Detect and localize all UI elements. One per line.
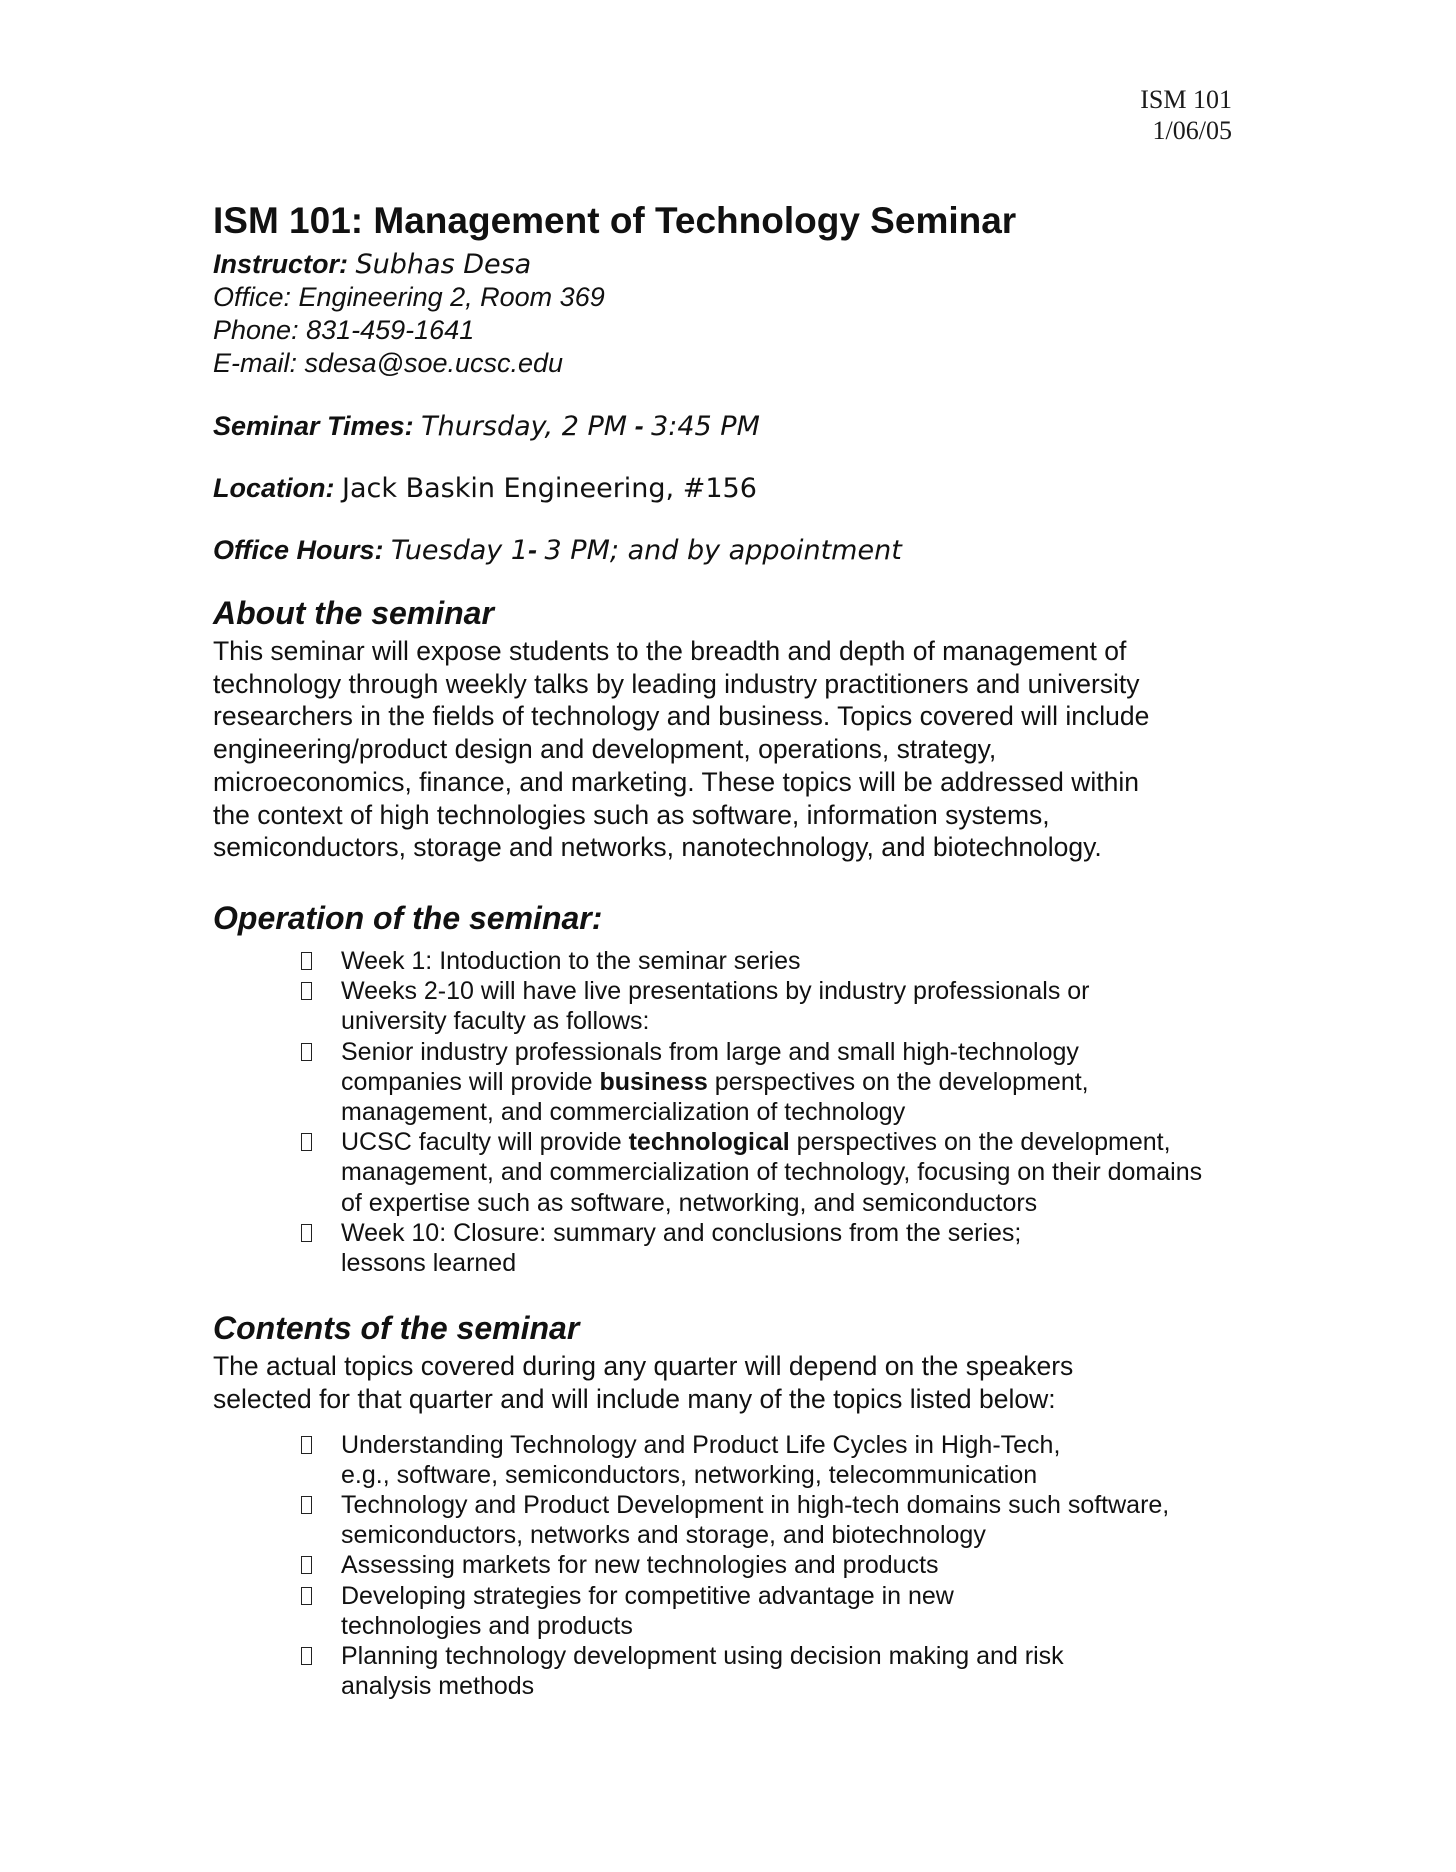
about-line: researchers in the fields of technology and business. Topics covered will include xyxy=(213,701,1150,732)
seminar-times-label: Seminar Times: xyxy=(213,411,414,441)
contents-line: selected for that quarter and will include many of the topics listed below: xyxy=(213,1383,1056,1414)
square-bullet-icon xyxy=(301,1556,312,1574)
instructor-line xyxy=(213,248,1233,281)
office-hours-label: Office Hours: xyxy=(213,535,384,565)
page-title: ISM 101: Management of Technology Seminar xyxy=(213,200,1017,241)
about-line: engineering/product design and development, operations, strategy, xyxy=(213,734,997,765)
seminar-times-start: Thursday, 2 PM xyxy=(421,411,628,442)
seminar-times xyxy=(213,410,1233,443)
contents-heading: Contents of the seminar xyxy=(213,1310,580,1347)
header-course: ISM 101 xyxy=(1140,85,1232,114)
document-body xyxy=(213,198,1233,1701)
seminar-times-end: 3:45 PM xyxy=(651,411,760,442)
list-item-text: Senior industry professionals from large and small high-technology companies will provide xyxy=(341,1037,1079,1096)
about-line: microeconomics, finance, and marketing. These topics will be addressed within xyxy=(213,766,1139,797)
about-line: This seminar will expose students to the breadth and depth of management of xyxy=(213,636,1127,666)
about-line: semiconductors, storage and networks, nanotechnology, and biotechnology. xyxy=(213,832,1102,863)
list-item-text: Developing strategies for competitive advantage in new technologies and products xyxy=(341,1581,954,1640)
contents-paragraph xyxy=(213,1350,1233,1415)
list-item-text: Planning technology development using decision making and risk analysis methods xyxy=(341,1641,1064,1701)
about-paragraph xyxy=(213,635,1233,864)
office-hours-rest: 3 PM; and by appointment xyxy=(544,535,902,566)
square-bullet-icon xyxy=(301,1496,312,1514)
list-item-text: Technology and Product Development in high-tech domains such software, semiconductors, networks and storage, and biotechnology xyxy=(341,1490,1170,1550)
location-value: Jack Baskin Engineering, #156 xyxy=(342,473,757,504)
seminar-times-dash: - xyxy=(627,411,652,441)
list-item-text: Understanding Technology and Product Life Cycles in High-Tech, e.g., software, semiconductors, networking, telecommunication xyxy=(341,1430,1061,1489)
list-item xyxy=(213,1641,1101,1701)
about-heading: About the seminar xyxy=(213,595,494,631)
square-bullet-icon xyxy=(301,1436,312,1454)
square-bullet-icon xyxy=(301,1133,312,1151)
list-item xyxy=(213,1550,1101,1580)
about-line: the context of high technologies such as software, information systems, xyxy=(213,799,1050,830)
office-hours-dash: - xyxy=(528,535,545,565)
list-item-emphasis: technological xyxy=(628,1128,790,1157)
list-item xyxy=(213,946,1101,976)
list-item-emphasis: business xyxy=(599,1067,708,1096)
square-bullet-icon xyxy=(301,982,312,1000)
about-line: technology through weekly talks by leading industry practitioners and university xyxy=(213,668,1140,699)
page-header xyxy=(1000,84,1232,146)
list-item xyxy=(213,1581,1101,1641)
instructor-label: Instructor: xyxy=(213,249,348,279)
list-item xyxy=(213,976,1101,1036)
list-item-text: perspectives on the development, management, and commercialization of technology, focusing on their domains of expertise such as software, networking, and semiconductors xyxy=(341,1128,1203,1217)
location xyxy=(213,472,1233,505)
list-item-text: perspectives on the development, management, and commercialization of technology xyxy=(341,1067,1089,1126)
office-hours-start: Tuesday 1 xyxy=(391,535,529,566)
list-item-text: Assessing markets for new technologies and products xyxy=(341,1551,939,1580)
square-bullet-icon xyxy=(301,1647,312,1665)
instructor-block xyxy=(213,248,1233,380)
square-bullet-icon xyxy=(301,1587,312,1605)
list-item xyxy=(213,1490,1221,1550)
list-item xyxy=(213,1037,1101,1128)
location-label: Location: xyxy=(213,473,335,503)
office-line: Office: Engineering 2, Room 369 xyxy=(213,282,605,312)
list-item xyxy=(213,1430,1101,1490)
square-bullet-icon xyxy=(301,952,312,970)
list-item-text: Weeks 2-10 will have live presentations by industry professionals or university faculty as follows: xyxy=(341,977,1090,1036)
contents-list xyxy=(213,1430,1233,1702)
operation-heading: Operation of the seminar: xyxy=(213,899,603,936)
list-item-text: UCSC faculty will provide xyxy=(341,1128,629,1157)
list-item xyxy=(213,1127,1221,1218)
contents-line: The actual topics covered during any quarter will depend on the speakers xyxy=(213,1351,1074,1382)
operation-list xyxy=(213,946,1233,1278)
header-date: 1/06/05 xyxy=(1152,116,1232,145)
email-line: E-mail: sdesa@soe.ucsc.edu xyxy=(213,348,564,378)
instructor-name: Subhas Desa xyxy=(355,249,532,280)
list-item xyxy=(213,1218,1101,1278)
phone-line: Phone: 831-459-1641 xyxy=(213,315,475,345)
list-item-text: Week 10: Closure: summary and conclusions from the series; lessons learned xyxy=(341,1218,1022,1277)
square-bullet-icon xyxy=(301,1224,312,1242)
office-hours xyxy=(213,534,1233,567)
square-bullet-icon xyxy=(301,1043,312,1061)
list-item-text: Week 1: Intoduction to the seminar series xyxy=(341,946,801,975)
